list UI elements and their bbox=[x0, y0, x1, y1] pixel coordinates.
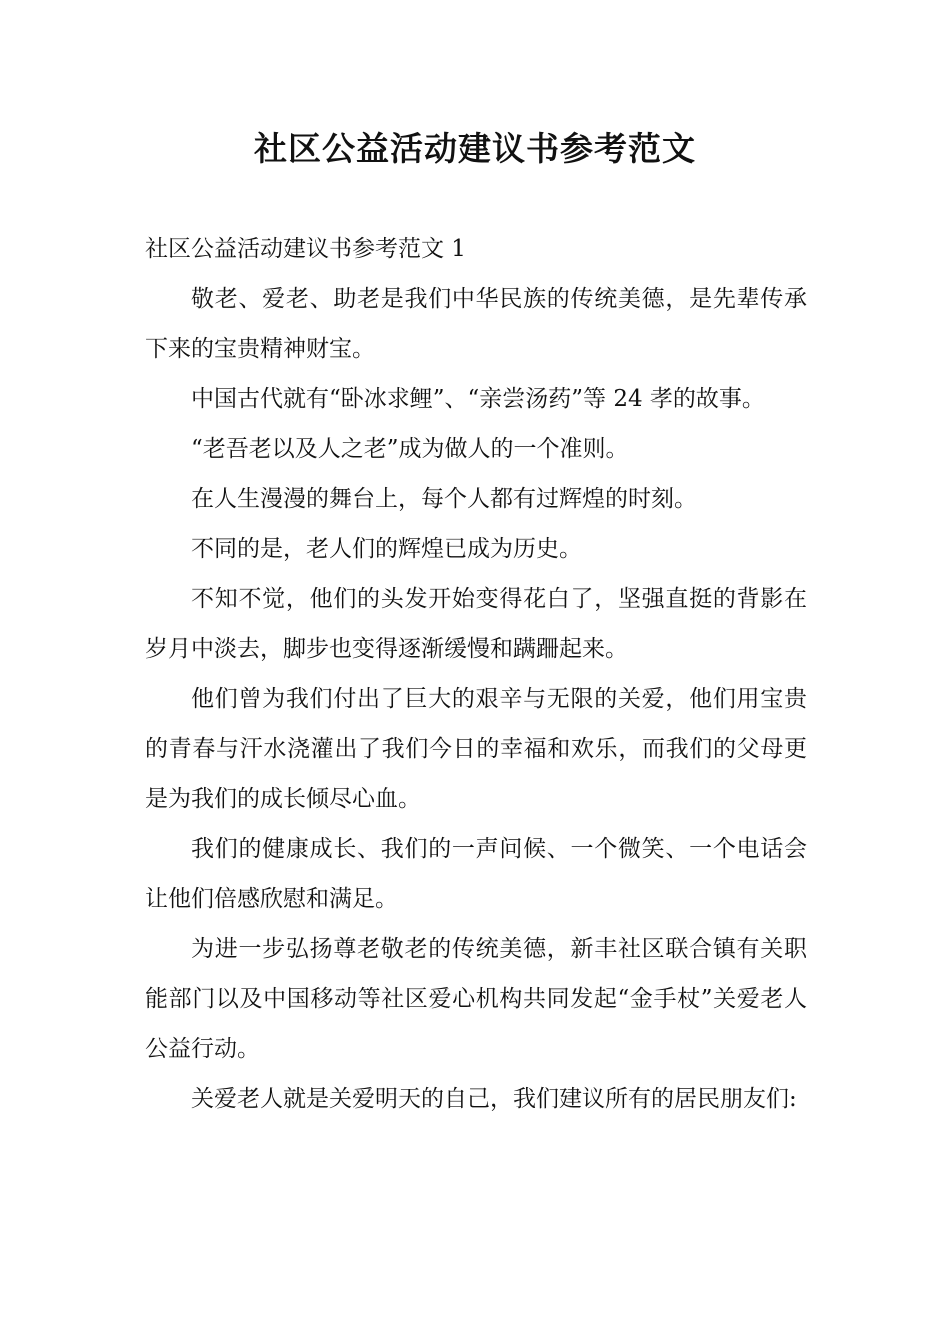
document-title: 社区公益活动建议书参考范文 bbox=[254, 129, 696, 168]
paragraph-6: 不知不觉，他们的头发开始变得花白了，坚强直挺的背影在岁月中淡去，脚步也变得逐渐缓慢和蹒跚起来。 bbox=[145, 586, 807, 662]
paragraph-10: 关爱老人就是关爱明天的自己，我们建议所有的居民朋友们: bbox=[191, 1086, 797, 1112]
section-heading: 社区公益活动建议书参考范文 1 bbox=[145, 236, 466, 262]
paragraph-1: 敬老、爱老、助老是我们中华民族的传统美德，是先辈传承下来的宝贵精神财宝。 bbox=[145, 286, 807, 362]
paragraph-9: 为进一步弘扬尊老敬老的传统美德，新丰社区联合镇有关职能部门以及中国移动等社区爱心机构共同发起“金手杖”关爱老人公益行动。 bbox=[145, 936, 807, 1062]
paragraph-8: 我们的健康成长、我们的一声问候、一个微笑、一个电话会让他们倍感欣慰和满足。 bbox=[145, 836, 807, 912]
paragraph-5: 不同的是，老人们的辉煌已成为历史。 bbox=[191, 536, 582, 562]
paragraph-3: “老吾老以及人之老”成为做人的一个准则。 bbox=[191, 436, 629, 462]
paragraph-2: 中国古代就有“卧冰求鲤”、“亲尝汤药”等 24 孝的故事。 bbox=[191, 386, 765, 412]
document-body bbox=[145, 224, 807, 1124]
paragraph-4: 在人生漫漫的舞台上，每个人都有过辉煌的时刻。 bbox=[191, 486, 697, 512]
paragraph-7: 他们曾为我们付出了巨大的艰辛与无限的关爱，他们用宝贵的青春与汗水浇灌出了我们今日的幸福和欢乐，而我们的父母更是为我们的成长倾尽心血。 bbox=[145, 686, 807, 812]
